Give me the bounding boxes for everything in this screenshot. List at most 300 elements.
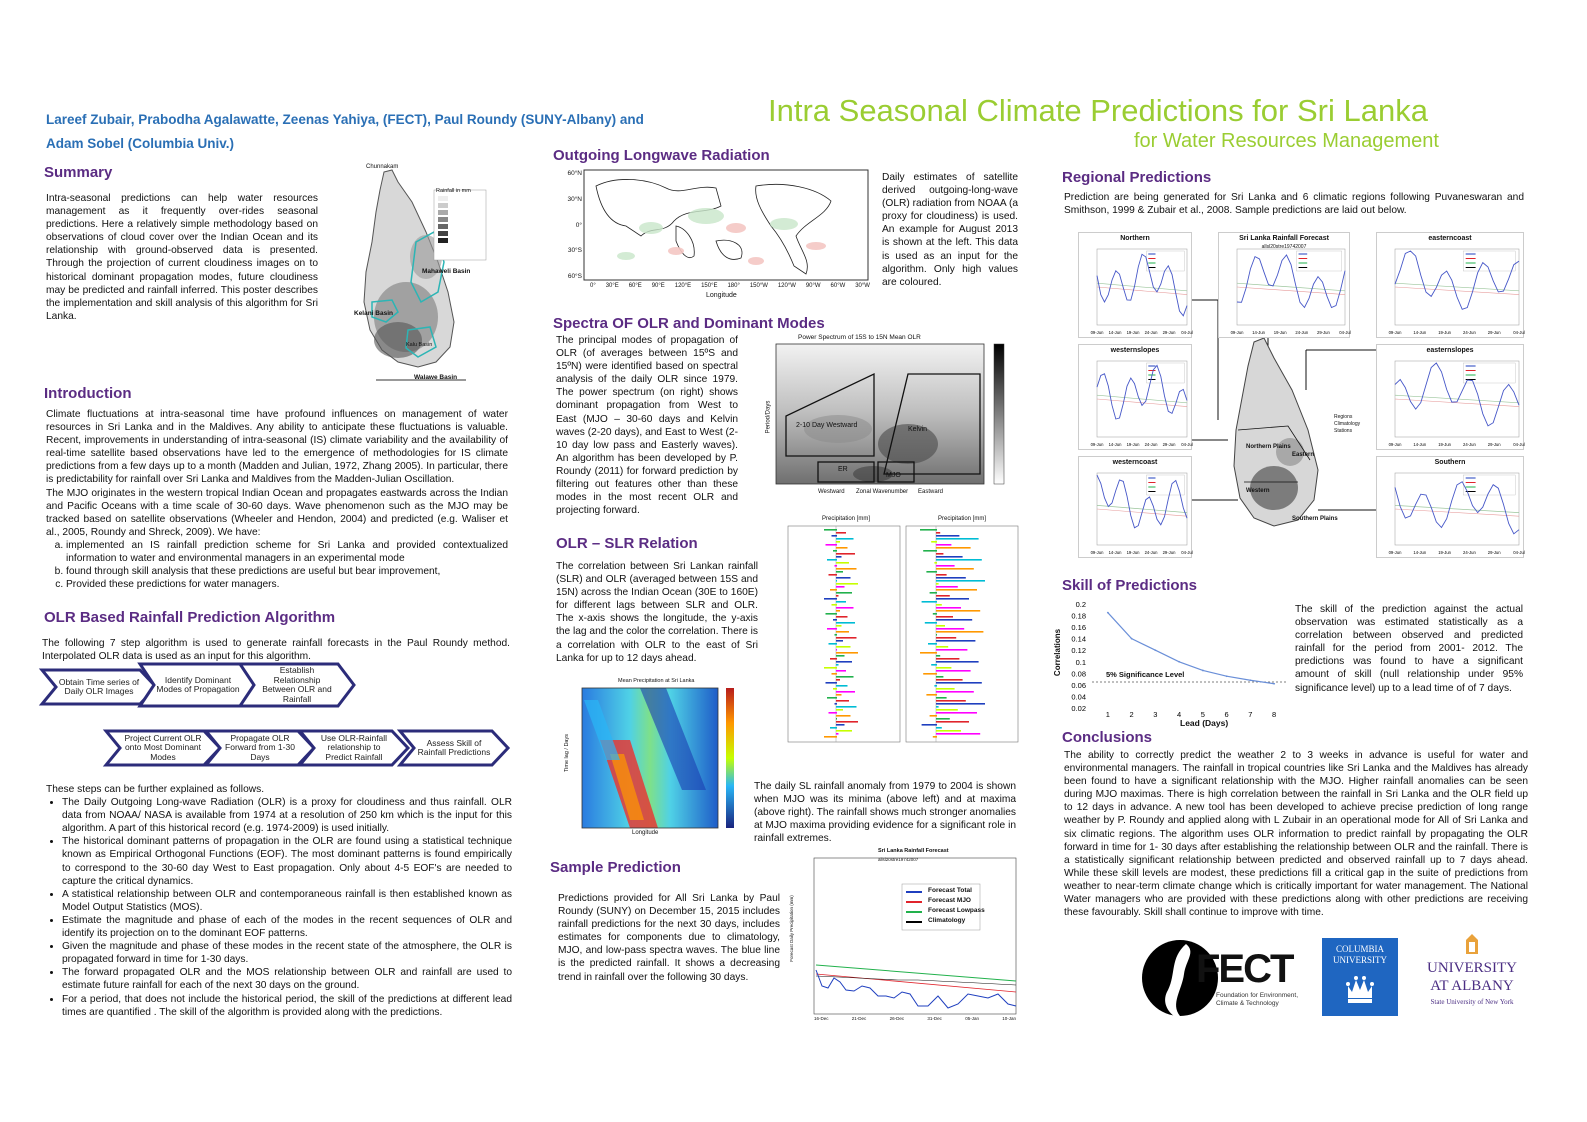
tick-label: 10-Jan xyxy=(1002,1016,1016,1021)
tick-label: 14-Jun xyxy=(1252,330,1266,335)
anomaly-bar xyxy=(836,538,854,540)
anomaly-bar xyxy=(836,532,846,534)
anomaly-bar xyxy=(836,607,854,609)
anomaly-bar xyxy=(936,556,963,558)
anomaly-bar xyxy=(833,550,837,552)
olr-y-ticks xyxy=(556,170,582,280)
fect-subtitle: Foundation for Environment, Climate & Technology xyxy=(1216,992,1299,1007)
anomaly-bar xyxy=(936,595,950,597)
tick-label: 14-Jun xyxy=(1108,550,1122,555)
anomaly-bar xyxy=(936,610,980,612)
regional-text: Prediction are being generated for Sri Lanka and 6 climatic regions following Puvaneswaran and Smithson, 1999 & Zubair et al., 2008. Sample predictions are laid out below. xyxy=(1064,192,1524,217)
panel-title: Northern xyxy=(1120,235,1150,242)
anomaly-bar xyxy=(836,652,858,654)
algorithm-explain: These steps can be further explained as follows. xyxy=(46,784,265,795)
regional-panel-westernslopes xyxy=(1078,344,1192,450)
tick-label: 24-Jun xyxy=(1144,550,1158,555)
anomaly-bar xyxy=(836,625,842,627)
tick-label: 19-Jun xyxy=(1126,330,1140,335)
tick-label: 60°S xyxy=(567,273,582,280)
anomaly-bar xyxy=(832,604,838,606)
map-label-kalu: Kalu Basin xyxy=(406,342,433,348)
list-item: • For a period, that does not include the historical period, the skill of the predictions at different lead times are quantified . The skill of the algorithm is provided along with the predictions. xyxy=(62,993,512,1019)
tick-label: 29-Jun xyxy=(1487,330,1501,335)
anomaly-bar xyxy=(833,688,837,690)
anomaly-bar xyxy=(830,658,837,660)
algorithm-intro: The following 7 step algorithm is used to generate rainfall forecasts in the Paul Roundy method. Interpolated OLR data is used as an input for this algorithm. xyxy=(42,638,510,663)
anomaly-bar xyxy=(936,568,974,570)
anomaly-bar xyxy=(936,670,971,672)
olr-heading: Outgoing Longwave Radiation xyxy=(553,147,770,164)
tick-label: 30°S xyxy=(567,247,582,255)
anomaly-bar xyxy=(936,730,961,732)
regional-panel-southern xyxy=(1376,456,1524,558)
anomaly-bar xyxy=(836,616,848,618)
map-region-northern: Northern Plains xyxy=(1246,444,1291,450)
tick-label: 0° xyxy=(590,283,596,289)
algorithm-details xyxy=(46,783,512,1019)
panel-title: easternslopes xyxy=(1426,347,1474,354)
heatmap-xlabel: Longitude xyxy=(632,830,659,836)
tick-label: 24-Jun xyxy=(1144,442,1158,447)
conclusions-heading: Conclusions xyxy=(1062,729,1153,746)
introduction-para-2: The MJO originates in the western tropical Indian Ocean and propagates eastwards across the Indian and Pacific Oceans with a time scale of 30-60 days. Wave phenomenon such as the MJO may be tracked based on satellite observations (Wheeler and Hendon, 2004) and predicted (e.g. Waliser et al., 2005, Roundy and Shreck, 2009). We have: xyxy=(46,487,508,538)
regional-heading: Regional Predictions xyxy=(1062,169,1212,186)
regional-panel-easternslopes xyxy=(1376,344,1524,450)
tick-label: 19-Jun xyxy=(1126,442,1140,447)
anomaly-bar xyxy=(936,547,971,549)
spectrum-xlabel-west: Westward xyxy=(818,489,845,495)
regional-panel-westerncoast xyxy=(1078,456,1192,558)
anomaly-bar xyxy=(928,643,937,645)
olr-x-ticks xyxy=(590,283,870,289)
anomaly-bar xyxy=(936,682,982,684)
anomaly-bar xyxy=(933,736,937,738)
tick-label: 0° xyxy=(575,221,582,229)
tick-label: 09-Jun xyxy=(1090,442,1104,447)
map-legend-item: Climatology xyxy=(1334,421,1361,427)
skill-point xyxy=(1178,661,1180,663)
tick-label: 04-Jul xyxy=(1513,550,1525,555)
tick-label: 04-Jul xyxy=(1181,330,1193,335)
albany-wordmark-1: UNIVERSITY xyxy=(1427,960,1517,976)
algorithm-heading: OLR Based Rainfall Prediction Algorithm xyxy=(44,609,336,626)
map-legend xyxy=(1334,414,1360,435)
fect-wordmark: FECT xyxy=(1196,947,1293,991)
summary-text: Intra-seasonal predictions can help water resources management as it frequently over-rides seasonal predictions. Here a relatively simple methodology based on observations of cloud cover over the Indian Ocean and its relationship with ground-observed data is presented. Through the projection of current cloudiness images on to historical dominant propagation modes, future cloudiness may be predicted and rainfall inferred. This poster describes the implementation and skill analysis of this algorithm for Sri Lanka. xyxy=(46,193,318,322)
tick-label: 16-Dec xyxy=(814,1016,829,1021)
anomaly-bar xyxy=(836,715,851,717)
tick-label: 09-Jun xyxy=(1230,330,1244,335)
anomaly-bar xyxy=(936,646,948,648)
tick-label: 0.08 xyxy=(1071,669,1086,679)
skill-chart xyxy=(1053,598,1292,732)
sri-lanka-rainfall-map xyxy=(326,162,522,390)
anomaly-bar xyxy=(836,571,843,573)
anomaly-bar xyxy=(836,721,858,723)
anomaly-bar xyxy=(936,718,950,720)
anomaly-bar xyxy=(836,595,839,597)
anomaly-bar xyxy=(936,574,947,576)
step-chevron xyxy=(238,662,356,708)
anomaly-bar xyxy=(920,529,937,531)
tick-label: 24-Jun xyxy=(1462,442,1476,447)
tick-label: 09-Jun xyxy=(1090,330,1104,335)
tick-label: 5 xyxy=(1200,710,1205,719)
significance-label: 5% Significance Level xyxy=(1106,670,1185,679)
list-item: c. Provided these predictions for water managers. xyxy=(66,578,508,591)
tick-label: 19-Jun xyxy=(1126,550,1140,555)
skill-point xyxy=(1202,670,1204,672)
tick-label: 0.06 xyxy=(1071,680,1086,690)
anomaly-bar xyxy=(836,622,855,624)
tick-label: 14-Jun xyxy=(1413,330,1427,335)
anomaly-bar xyxy=(936,733,980,735)
anomaly-bar xyxy=(827,628,837,630)
tick-label: 7 xyxy=(1248,710,1253,719)
skill-heading: Skill of Predictions xyxy=(1062,577,1198,594)
regional-predictions-figure xyxy=(1078,230,1524,558)
anomaly-bar xyxy=(836,592,852,594)
spectra-text: The principal modes of propagation of OLR (of averages between 15ºS and 15ºN) were identified based on spectral analysis of the daily OLR since 1979. The power spectrum (on right) shows dominant propagation from West to East (MJO – 30-60 days and Kelvin waves (2-20 days), and East to West (2-10 day low pass and Easterly waves). An algorithm has been developed by P. Roundy (2011) for forward prediction by filtering out features other than these modes in the most recent OLR and projecting forward. xyxy=(556,335,738,517)
anomaly-bar xyxy=(836,583,858,585)
anomaly-bar xyxy=(836,730,852,732)
correlation-heatmap xyxy=(564,678,742,840)
map-label-chunnakam: Chunnakam xyxy=(366,164,399,170)
tick-label: 09-Jun xyxy=(1388,550,1402,555)
step-chevron xyxy=(298,729,410,767)
tick-label: 180° xyxy=(727,283,740,289)
skill-point xyxy=(1249,679,1251,681)
step-label: Obtain Time series of Daily OLR Images xyxy=(58,676,140,696)
tick-label: 150°W xyxy=(749,283,768,289)
list-item: • The historical dominant patterns of propagation in the OLR are found using a statistical technique known as Empirical Orthogonal Functions (EOF). The most dominant patterns is found empirically to correspond to the 30-60 day West to East propagation. Only about 4-5 EOF's are needed to capture the critical dynamics. xyxy=(62,835,512,887)
anomaly-bar xyxy=(836,706,857,708)
anomaly-bar xyxy=(936,616,953,618)
anomaly-bar xyxy=(934,562,937,564)
bar-title-right: Precipitation [mm] xyxy=(938,516,987,522)
anomaly-bar xyxy=(835,703,838,705)
anomaly-bar xyxy=(936,706,939,708)
anomaly-bar xyxy=(923,673,937,675)
anomaly-bar xyxy=(936,532,940,534)
tick-label: 0.02 xyxy=(1071,704,1086,713)
anomaly-bar xyxy=(836,580,837,582)
spectrum-xlabel-mid: Zonal Wavenumber xyxy=(856,489,909,495)
columbia-wordmark: COLUMBIA UNIVERSITY xyxy=(1333,944,1387,965)
introduction-heading: Introduction xyxy=(44,385,132,402)
anomaly-bar xyxy=(836,547,848,549)
anomaly-bar xyxy=(836,631,849,633)
tick-label: 2 xyxy=(1129,710,1134,719)
tick-label: 120°W xyxy=(777,283,796,289)
anomaly-bar xyxy=(836,601,846,603)
bar-title-left: Precipitation [mm] xyxy=(822,516,871,522)
anomaly-bar xyxy=(936,655,940,657)
anomaly-bar xyxy=(936,583,939,585)
anomaly-bar xyxy=(836,562,849,564)
heatmap-title: Mean Precipitation at Sri Lanka xyxy=(618,678,695,684)
tick-label: 14-Jun xyxy=(1108,442,1122,447)
anomaly-bar xyxy=(936,544,951,546)
fect-logo xyxy=(1140,938,1312,1018)
tick-label: 8 xyxy=(1272,710,1277,719)
step-label: Assess Skill of Rainfall Predictions xyxy=(417,737,491,757)
tick-label: 90°W xyxy=(805,283,821,289)
spectrum-label-westward: 2-10 Day Westward xyxy=(796,422,858,429)
tick-label: 1 xyxy=(1105,710,1110,719)
list-item: • Estimate the magnitude and phase of each of the modes in the recent sequences of OLR and identify its projection on to the dominant EOF patterns. xyxy=(62,914,512,940)
step-label: Project Current OLR onto Most Dominant Modes xyxy=(124,732,202,762)
anomaly-bar xyxy=(836,676,854,678)
anomaly-bar xyxy=(833,619,837,621)
anomaly-bar xyxy=(835,634,838,636)
anomaly-bar xyxy=(836,586,845,588)
anomaly-bar xyxy=(836,724,845,726)
panel-subtitle: allsl20stre19742007 xyxy=(1261,244,1307,250)
anomaly-bar xyxy=(936,625,945,627)
anomaly-bar xyxy=(836,541,840,543)
anomaly-bar xyxy=(936,580,985,582)
anomaly-bar xyxy=(926,571,937,573)
olr-text: Daily estimates of satellite derived outgoing-long-wave (OLR) radiation from NOAA (a proxy for cloudiness) is used. An example for August 2013 is shown at the left. This data is used as an input for the algorithm. Only high values are coloured. xyxy=(882,172,1018,288)
anomaly-bar xyxy=(936,628,964,630)
regional-panel-northern xyxy=(1078,232,1192,338)
anomaly-bar xyxy=(936,598,969,600)
anomaly-bar xyxy=(920,652,937,654)
anomaly-bar xyxy=(836,577,851,579)
panel-title: easterncoast xyxy=(1428,235,1472,242)
spectrum-label-er: ER xyxy=(838,466,848,473)
tick-label: 0.04 xyxy=(1071,692,1086,702)
anomaly-bar xyxy=(936,565,955,567)
tick-label: 05-Jan xyxy=(965,1016,979,1021)
list-item: a. implemented an IS rainfall prediction scheme for Sri Lanka and provided contextualized information to water and environmental managers in an experimental mode xyxy=(66,539,508,565)
anomaly-bar xyxy=(827,559,837,561)
tick-label: 14-Jun xyxy=(1413,550,1427,555)
anomaly-bar xyxy=(930,715,937,717)
tick-label: 60°W xyxy=(830,283,846,289)
panel-title: westernslopes xyxy=(1110,347,1160,354)
anomaly-bar xyxy=(836,685,848,687)
tick-label: 14-Jun xyxy=(1413,442,1427,447)
anomaly-bar xyxy=(836,670,846,672)
bar-panel-right xyxy=(906,526,1018,742)
anomaly-bar xyxy=(836,661,852,663)
list-item: • The Daily Outgoing Long-wave Radiation (OLR) is a proxy for cloudiness and thus rainfall. OLR data from NOAA/ NASA is available from 1974 at a resolution of 250 km which is the input for this algorithm. A part of this historical record (e.g. 1974-2009) is used initially. xyxy=(62,796,512,835)
tick-label: 19-Jun xyxy=(1273,330,1287,335)
anomaly-bar xyxy=(936,619,972,621)
anomaly-bar xyxy=(836,646,851,648)
anomaly-bar xyxy=(936,649,967,651)
introduction-list xyxy=(46,539,508,591)
tick-label: 30°E xyxy=(605,283,619,289)
anomaly-bar xyxy=(832,673,838,675)
map-legend-item: Regions xyxy=(1334,414,1353,420)
sample-text: Predictions provided for All Sri Lanka by Paul Roundy (SUNY) on December 15, 2015 includes rainfall predictions for the next 30 days, includes estimates for components due to climatology, MJO, and low-pass spectra waves. The blue line is the predicted rainfall. It shows a decreasing trend in rainfall over the following 30 days. xyxy=(558,893,780,983)
map-legend-item: Stations xyxy=(1334,428,1353,434)
tick-label: 0.14 xyxy=(1071,634,1086,644)
legend-forecast-lowpass: Forecast Lowpass xyxy=(928,907,985,914)
anomaly-bar xyxy=(936,607,961,609)
anomaly-bar xyxy=(829,574,838,576)
tick-label: 09-Jun xyxy=(1388,442,1402,447)
anomaly-bar xyxy=(936,688,955,690)
precipitation-anomaly-figure xyxy=(786,514,1022,746)
tick-label: 29-Jun xyxy=(1162,442,1176,447)
anomaly-bar xyxy=(826,682,838,684)
olr-world-map xyxy=(556,166,874,302)
anomaly-bar xyxy=(836,679,840,681)
panel-title: Sri Lanka Rainfall Forecast xyxy=(1239,235,1329,242)
list-item: • The forward propagated OLR and the MOS relationship between OLR and rainfall are used to estimate future rainfall for each of the next 30 days on the ground. xyxy=(62,966,512,992)
anomaly-bar xyxy=(830,727,837,729)
anomaly-bar xyxy=(936,658,959,660)
anomaly-bar xyxy=(836,655,845,657)
tick-label: 04-Jul xyxy=(1181,550,1193,555)
sample-x-ticks xyxy=(814,1016,1016,1021)
anomaly-bar xyxy=(926,694,937,696)
anomaly-bar xyxy=(824,667,837,669)
anomaly-bar xyxy=(936,667,951,669)
anomaly-bar xyxy=(936,700,966,702)
tick-label: 150°E xyxy=(701,283,718,289)
authors-line-2: Adam Sobel (Columbia Univ.) xyxy=(46,136,235,151)
anomaly-bar xyxy=(936,712,977,714)
step-label: Use OLR-Rainfall relationship to Predict Rainfall xyxy=(320,732,388,762)
summary-heading: Summary xyxy=(44,164,113,181)
tick-label: 19-Jun xyxy=(1438,550,1452,555)
sample-heading: Sample Prediction xyxy=(550,859,681,876)
anomaly-bar xyxy=(827,697,837,699)
olr-slr-heading: OLR – SLR Relation xyxy=(556,535,698,552)
anomaly-bar xyxy=(936,640,975,642)
anomaly-bar xyxy=(933,613,937,615)
conclusions-text: The ability to correctly predict the weather 2 to 3 weeks in advance is useful for water and environmental managers. The rainfall in tropical countries like Sri Lanka and the Maldives has already been found to have a significant relationship with the MJO. Higher rainfall anomalies can be seen during MJO maximas. There is high correlation between the rainfall in Sri Lanka and the OLR field up to 12 days in advance. A new tool has been developed to achieve precise prediction of long range weather by P. Roundy and applied along with L Zubair in an operational mode for All of Sri Lanka and six climatic regions. The algorithm uses OLR information to predict rainfall by propagating the OLR forward in time for 1- 30 days after establishing the relationship between OLR and the rainfall. There is a statistically significant relationship between predicted and observed rainfall up to 7 days ahead. While these skill levels are modest, these predictions fill a critical gap in the suite of predictions from weather to near-term climate change which is critically important for water management. The National Water managers who are provided with these predictions along with other predictions are receiving these favourably. Skill shall continue to improve with time. xyxy=(1064,750,1528,919)
tick-label: 09-Jun xyxy=(1090,550,1104,555)
anomaly-bar xyxy=(925,622,937,624)
anomaly-bar xyxy=(936,553,943,555)
anomaly-bar xyxy=(829,712,838,714)
spectrum-xlabel-east: Eastward xyxy=(918,489,944,495)
tick-label: 3 xyxy=(1153,710,1158,719)
anomaly-bar xyxy=(936,589,977,591)
list-item: • A statistical relationship between OLR and contemporaneous rainfall is then established known as Model Output Statistics (MOS). xyxy=(62,888,512,914)
tick-label: 60°E xyxy=(628,283,642,289)
anomaly-bar xyxy=(824,529,837,531)
anomaly-bar xyxy=(936,535,959,537)
anomaly-bar xyxy=(936,559,982,561)
anomaly-bar xyxy=(836,640,843,642)
map-label-mahaweli: Mahaweli Basin xyxy=(422,268,471,275)
tick-label: 29-Jun xyxy=(1487,442,1501,447)
sample-prediction-chart xyxy=(788,846,1022,1026)
list-item: b. found through skill analysis that these predictions are useful but bear improvement, xyxy=(66,565,508,578)
tick-label: 24-Jun xyxy=(1144,330,1158,335)
anomaly-bar xyxy=(835,565,838,567)
sample-ylabel: Forecast Daily Precipitation (mm) xyxy=(788,895,794,962)
sample-chart-subtitle: allsl20stre19742007 xyxy=(878,857,919,862)
spectrum-label-kelvin: Kelvin xyxy=(908,426,928,433)
anomaly-bar xyxy=(922,601,937,603)
anomaly-bar xyxy=(936,721,969,723)
anomaly-bar xyxy=(836,691,855,693)
anomaly-bar xyxy=(931,664,937,666)
anomaly-bar xyxy=(832,535,838,537)
anomaly-bar xyxy=(826,613,838,615)
introduction-body xyxy=(46,408,508,591)
anomaly-bar xyxy=(836,568,857,570)
step-label: Propagate OLR Forward from 1-30 Days xyxy=(225,732,295,762)
anomaly-bar xyxy=(936,634,937,636)
algorithm-bullets xyxy=(46,796,512,1019)
tick-label: 04-Jul xyxy=(1513,330,1525,335)
anomaly-bar xyxy=(836,556,842,558)
albany-subtitle: State University of New York xyxy=(1430,998,1514,1006)
tick-label: 24-Jun xyxy=(1462,550,1476,555)
introduction-para-1: Climate fluctuations at intra-seasonal time have profound influences on management of water resources in Sri Lanka and in the Maldives. Any ability to anticipate these fluctuations is valuable. Recent, improvements in understanding of intra-seasonal (IS) climate variability and the availability of real-time satellite based observations have led to the emergence of methodologies for IS climate predictions from a few days up to a month (Madden and Julian, 1972, Zhang 2005). In particular, there is predictability for rainfall over Sri Lanka and Maldives from the Madden-Julian Oscillation. xyxy=(46,409,508,486)
anomaly-text: The daily SL rainfall anomaly from 1979 to 2004 is shown when MJO was its minima (above left) and at maxima (above right). The rainfall shows much stronger anomalies at MJO maxima providing evidence for a significant role in rainfall extremes. xyxy=(754,781,1016,845)
columbia-logo xyxy=(1322,938,1398,1016)
anomaly-bar xyxy=(936,691,974,693)
tick-label: 19-Jun xyxy=(1438,442,1452,447)
tick-label: 30°W xyxy=(855,283,870,289)
spectrum-title: Power Spectrum of 15S to 15N Mean OLR xyxy=(798,334,921,341)
anomaly-bar xyxy=(829,643,838,645)
step-label: Identify Dominant Modes of Propagation xyxy=(156,674,240,694)
tick-label: 04-Jul xyxy=(1339,330,1351,335)
sample-chart-title: Sri Lanka Rainfall Forecast xyxy=(878,848,949,854)
anomaly-bar xyxy=(830,589,837,591)
anomaly-bar xyxy=(936,709,958,711)
anomaly-bar xyxy=(922,724,937,726)
anomaly-bar xyxy=(936,679,963,681)
tick-label: 04-Jul xyxy=(1181,442,1193,447)
legend-climatology: Climatology xyxy=(928,917,966,924)
skill-point xyxy=(1226,675,1228,677)
power-spectrum-figure xyxy=(758,334,1020,500)
step-label: Establish Relationship Between OLR and Rainfall xyxy=(262,665,332,704)
map-label-kelani: Kelani Basin xyxy=(354,310,394,317)
skill-point xyxy=(1273,683,1275,685)
step-chevron xyxy=(398,729,510,767)
map-region-southern: Southern Plains xyxy=(1292,516,1338,522)
skill-point xyxy=(1107,612,1109,614)
albany-wordmark-2: AT ALBANY xyxy=(1430,978,1514,994)
anomaly-bar xyxy=(836,553,855,555)
anomaly-bar xyxy=(836,610,840,612)
poster-subtitle: for Water Resources Management xyxy=(1134,130,1439,152)
tick-label: 0.2 xyxy=(1075,600,1086,609)
poster-title: Intra Seasonal Climate Predictions for Sri Lanka xyxy=(768,93,1428,128)
tick-label: 29-Jun xyxy=(1316,330,1330,335)
tick-label: 0.12 xyxy=(1071,646,1086,656)
anomaly-bar xyxy=(936,661,979,663)
albany-logo xyxy=(1414,932,1530,1016)
tick-label: 0.16 xyxy=(1071,623,1086,633)
anomaly-bar xyxy=(836,637,857,639)
tick-label: 24-Jun xyxy=(1462,330,1476,335)
bar-panel-left xyxy=(788,526,900,742)
tick-label: 21-Dec xyxy=(851,1016,867,1021)
anomaly-bar xyxy=(936,577,966,579)
map-region-western: Western xyxy=(1246,488,1270,494)
skill-xlabel: Lead (Days) xyxy=(1180,718,1229,728)
anomaly-bar xyxy=(836,718,837,720)
anomaly-bar xyxy=(934,685,937,687)
tick-label: 14-Jun xyxy=(1108,330,1122,335)
authors-line-1: Lareef Zubair, Prabodha Agalawatte, Zeenas Yahiya, (FECT), Paul Roundy (SUNY-Albany) and xyxy=(46,112,644,127)
